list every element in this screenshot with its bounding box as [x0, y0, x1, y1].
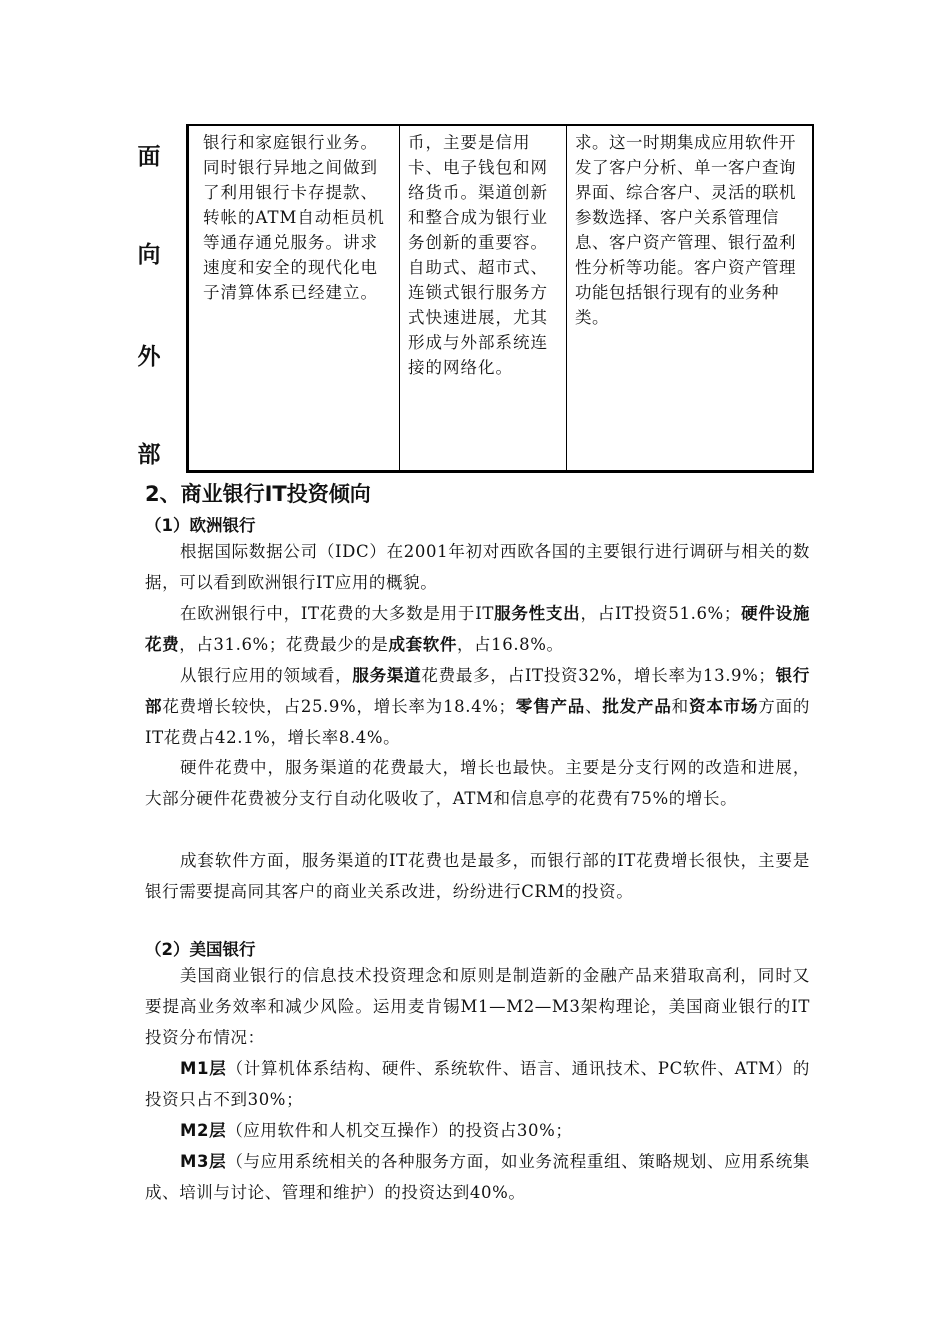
side-label-char-4: 部 — [137, 441, 161, 468]
section-title: 2、商业银行IT投资倾向 — [145, 482, 371, 506]
side-label-char-3: 外 — [137, 343, 161, 370]
side-label-char-1: 面 — [137, 143, 161, 170]
usa-heading: （2）美国银行 — [145, 940, 256, 959]
table-cell-col3: 求。这一时期集成应用软件开发了客户分析、单一客户查询界面、综合客户、灵活的联机参数选择、客户关系管理信息、客户资产管理、银行盈利性分析等功能。客户资产管理功能包括银行现有的业务种类。 — [575, 133, 796, 327]
europe-paragraph-5: 成套软件方面，服务渠道的IT花费也是最多，而银行部的IT花费增长很快，主要是银行需要提高同其客户的商业关系改进，纷纷进行CRM的投资。 — [145, 851, 810, 901]
table-cell-col2: 币，主要是信用卡、电子钱包和网络货币。渠道创新和整合成为银行业务创新的重要容。自助式、超市式、连锁式银行服务方式快速进展，尤其形成与外部系统连接的网络化。 — [400, 126, 567, 470]
usa-m1-paragraph: M1层（计算机体系结构、硬件、系统软件、语言、通讯技术、PC软件、ATM）的投资只占不到30%； — [145, 1059, 810, 1109]
europe-paragraph-1: 根据国际数据公司（IDC）在2001年初对西欧各国的主要银行进行调研与相关的数据，可以看到欧洲银行IT应用的概貌。 — [145, 542, 810, 592]
europe-heading: （1）欧洲银行 — [145, 516, 256, 535]
usa-paragraph-1: 美国商业银行的信息技术投资理念和原则是制造新的金融产品来猎取高利，同时又要提高业务效率和减少风险。运用麦肯锡M1—M2—M3架构理论，美国商业银行的IT投资分布情况： — [145, 966, 810, 1047]
usa-m2-paragraph: M2层（应用软件和人机交互操作）的投资占30%； — [180, 1121, 573, 1140]
continued-table — [186, 124, 814, 473]
usa-m3-paragraph: M3层（与应用系统相关的各种服务方面，如业务流程重组、策略规划、应用系统集成、培训与讨论、管理和维护）的投资达到40%。 — [145, 1152, 810, 1202]
table-cell-col1: 银行和家庭银行业务。同时银行异地之间做到了利用银行卡存提款、转帐的ATM自动柜员机等通存通兑服务。讲求速度和安全的现代化电子清算体系已经建立。 — [189, 126, 400, 470]
side-label-char-2: 向 — [137, 241, 161, 268]
europe-paragraph-3: 从银行应用的领域看，服务渠道花费最多，占IT投资32%，增长率为13.9%；银行部花费增长较快，占25.9%，增长率为18.4%；零售产品、批发产品和资本市场方面的IT花费占42.1%，增长率8.4%。 — [145, 666, 811, 747]
europe-paragraph-4: 硬件花费中，服务渠道的花费最大，增长也最快。主要是分支行网的改造和进展，大部分硬件花费被分支行自动化吸收了，ATM和信息亭的花费有75%的增长。 — [145, 758, 810, 808]
europe-paragraph-2: 在欧洲银行中，IT花费的大多数是用于IT服务性支出，占IT投资51.6%；硬件设施花费，占31.6%；花费最少的是成套软件，占16.8%。 — [145, 604, 810, 654]
